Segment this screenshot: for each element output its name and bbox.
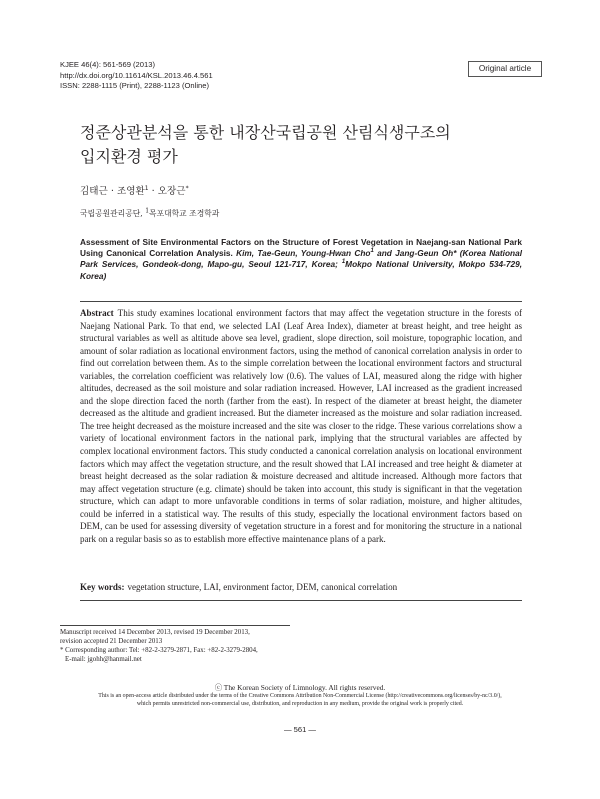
author-separator: · [107,186,117,197]
author-3: 오장근 [157,186,186,197]
affiliation-mark: 1 [341,259,346,266]
affiliation-mark: 1 [144,184,149,192]
author-email: E-mail: jgohh@hanmail.net [65,656,142,663]
keywords-section [80,581,522,593]
english-authors: Kim, Tae-Geun, Young-Hwan Cho [232,248,371,259]
corresponding-author: * Corresponding author: Tel: +82-2-3279-2871, Fax: +82-2-3279-2804, [60,647,258,654]
abstract-label: Abstract [80,308,114,318]
license-notice [55,692,545,709]
abstract-bottom-divider [80,600,522,601]
english-affiliation-2: Mokpo National University, Mokpo 534-729, Korea) [80,259,523,281]
english-title: Assessment of Site Environmental Factors on the Structure of Forest Vegetation in Naejang-san National Park Using Canonical Correlation Analysis. [80,237,522,259]
english-authors-affiliation: and Jang-Geun Oh* (Korea National Park Services, Gondeok-dong, Mapo-gu, Seoul 121-717, Korea; [80,248,522,270]
manuscript-received: Manuscript received 14 December 2013, revised 19 December 2013, [60,629,250,636]
footnotes [60,628,320,664]
keywords-text: vegetation structure, LAI, environment factor, DEM, canonical correlation [127,582,398,592]
author-separator: · [148,186,158,197]
copyright-notice: ⓒ The Korean Society of Limnology. All rights reserved. [214,683,386,692]
corresponding-mark: * [185,184,189,192]
license-line-1: This is an open-access article distributed under the terms of the Creative Commons Attribution Non-Commercial License (http://creativecommons.org/licenses/by-nc/3.0/), [98,693,502,699]
korean-title-line-1: 정준상관분석을 통한 내장산국립공원 산림식생구조의 [80,123,451,142]
affiliation-mark: 1 [145,207,150,215]
korean-title [80,121,520,169]
korean-authors [80,183,189,197]
license-line-2: which permits unrestricted non-commercial use, distribution, and reproduction in any medium, provide the original work is properly cited. [136,701,464,708]
english-title-block [80,237,522,282]
journal-citation: KJEE 46(4): 561-569 (2013) [60,60,155,69]
page-number: — 561 — [283,725,317,734]
korean-affiliations [80,208,219,219]
journal-meta [60,60,213,92]
doi-link[interactable]: http://dx.doi.org/10.11614/KSL.2013.46.4.561 [60,70,213,80]
author-1: 김태근 [80,186,108,197]
affiliation-2: 목포대학교 조경학과 [149,209,220,218]
keywords-label: Key words: [80,582,125,592]
abstract-section [80,307,522,545]
abstract-text: This study examines locational environment factors that may affect the vegetation structure in the forests of Naejang National Park. To that end, we selected LAI (Leaf Area Index), diameter at breast height, and tree height as structural variables as well as altitude above sea level, gradient, slope direction, soil moisture, topographic location, and amount of solar radiation as locational environment factors, using the method of canonical correlation analysis in order to find out correlation between them. As to the simple correlation between the locational environment factors and structural variables, the correlation coefficient was relatively low (0.6). The values of LAI, measured along the ridge with higher altitudes, decreased as the soil moisture and solar radiation increased. However, LAI increased as the gradient increased and the slope direction faced the north (farther from the east). In respect of the diameter at breast height, the diameter decreased as the altitude and gradient increased. But the diameter increased as the moisture and solar radiation increased. The tree height decreased as the moisture increased and the site was closer to the ridge. These various correlations show a variety of locational environment factors in the national park, implying that the structural variables are affected by complex locational environment factors. This study conducted a canonical correlation analysis on locational environment factors which may affect the vegetation structure, and the result showed that LAI increased and tree height & diameter at breast height decreased as the solar radiation & moisture decreased and altitude increased. Although more factors that may affect vegetation structure (e.g. climate) should be taken into account, this study is significant in that the vegetation structure, which can adapt to more unfavorable conditions in terms of solar radiation, moisture, and higher altitudes, could be inferred in a statistical way. The results of this study, especially the locational environment factors based on DEM, can be used for assessing diversity of vegetation structure in a forest and for monitoring the structure in a national park on a regular basis so as to establish more effective maintenance plans of a park. [80,308,522,544]
author-2: 조영환 [116,186,145,197]
affiliation-1: 국립공원관리공단, [80,209,146,218]
affiliation-mark: 1 [370,248,374,255]
issn-line: ISSN: 2288-1115 (Print), 2288-1123 (Online) [60,81,210,90]
revision-accepted: revision accepted 21 December 2013 [60,638,163,645]
abstract-top-divider [80,301,522,302]
article-type-badge: Original article [468,61,542,77]
footnote-divider [60,625,290,626]
korean-title-line-2: 입지환경 평가 [80,147,178,166]
